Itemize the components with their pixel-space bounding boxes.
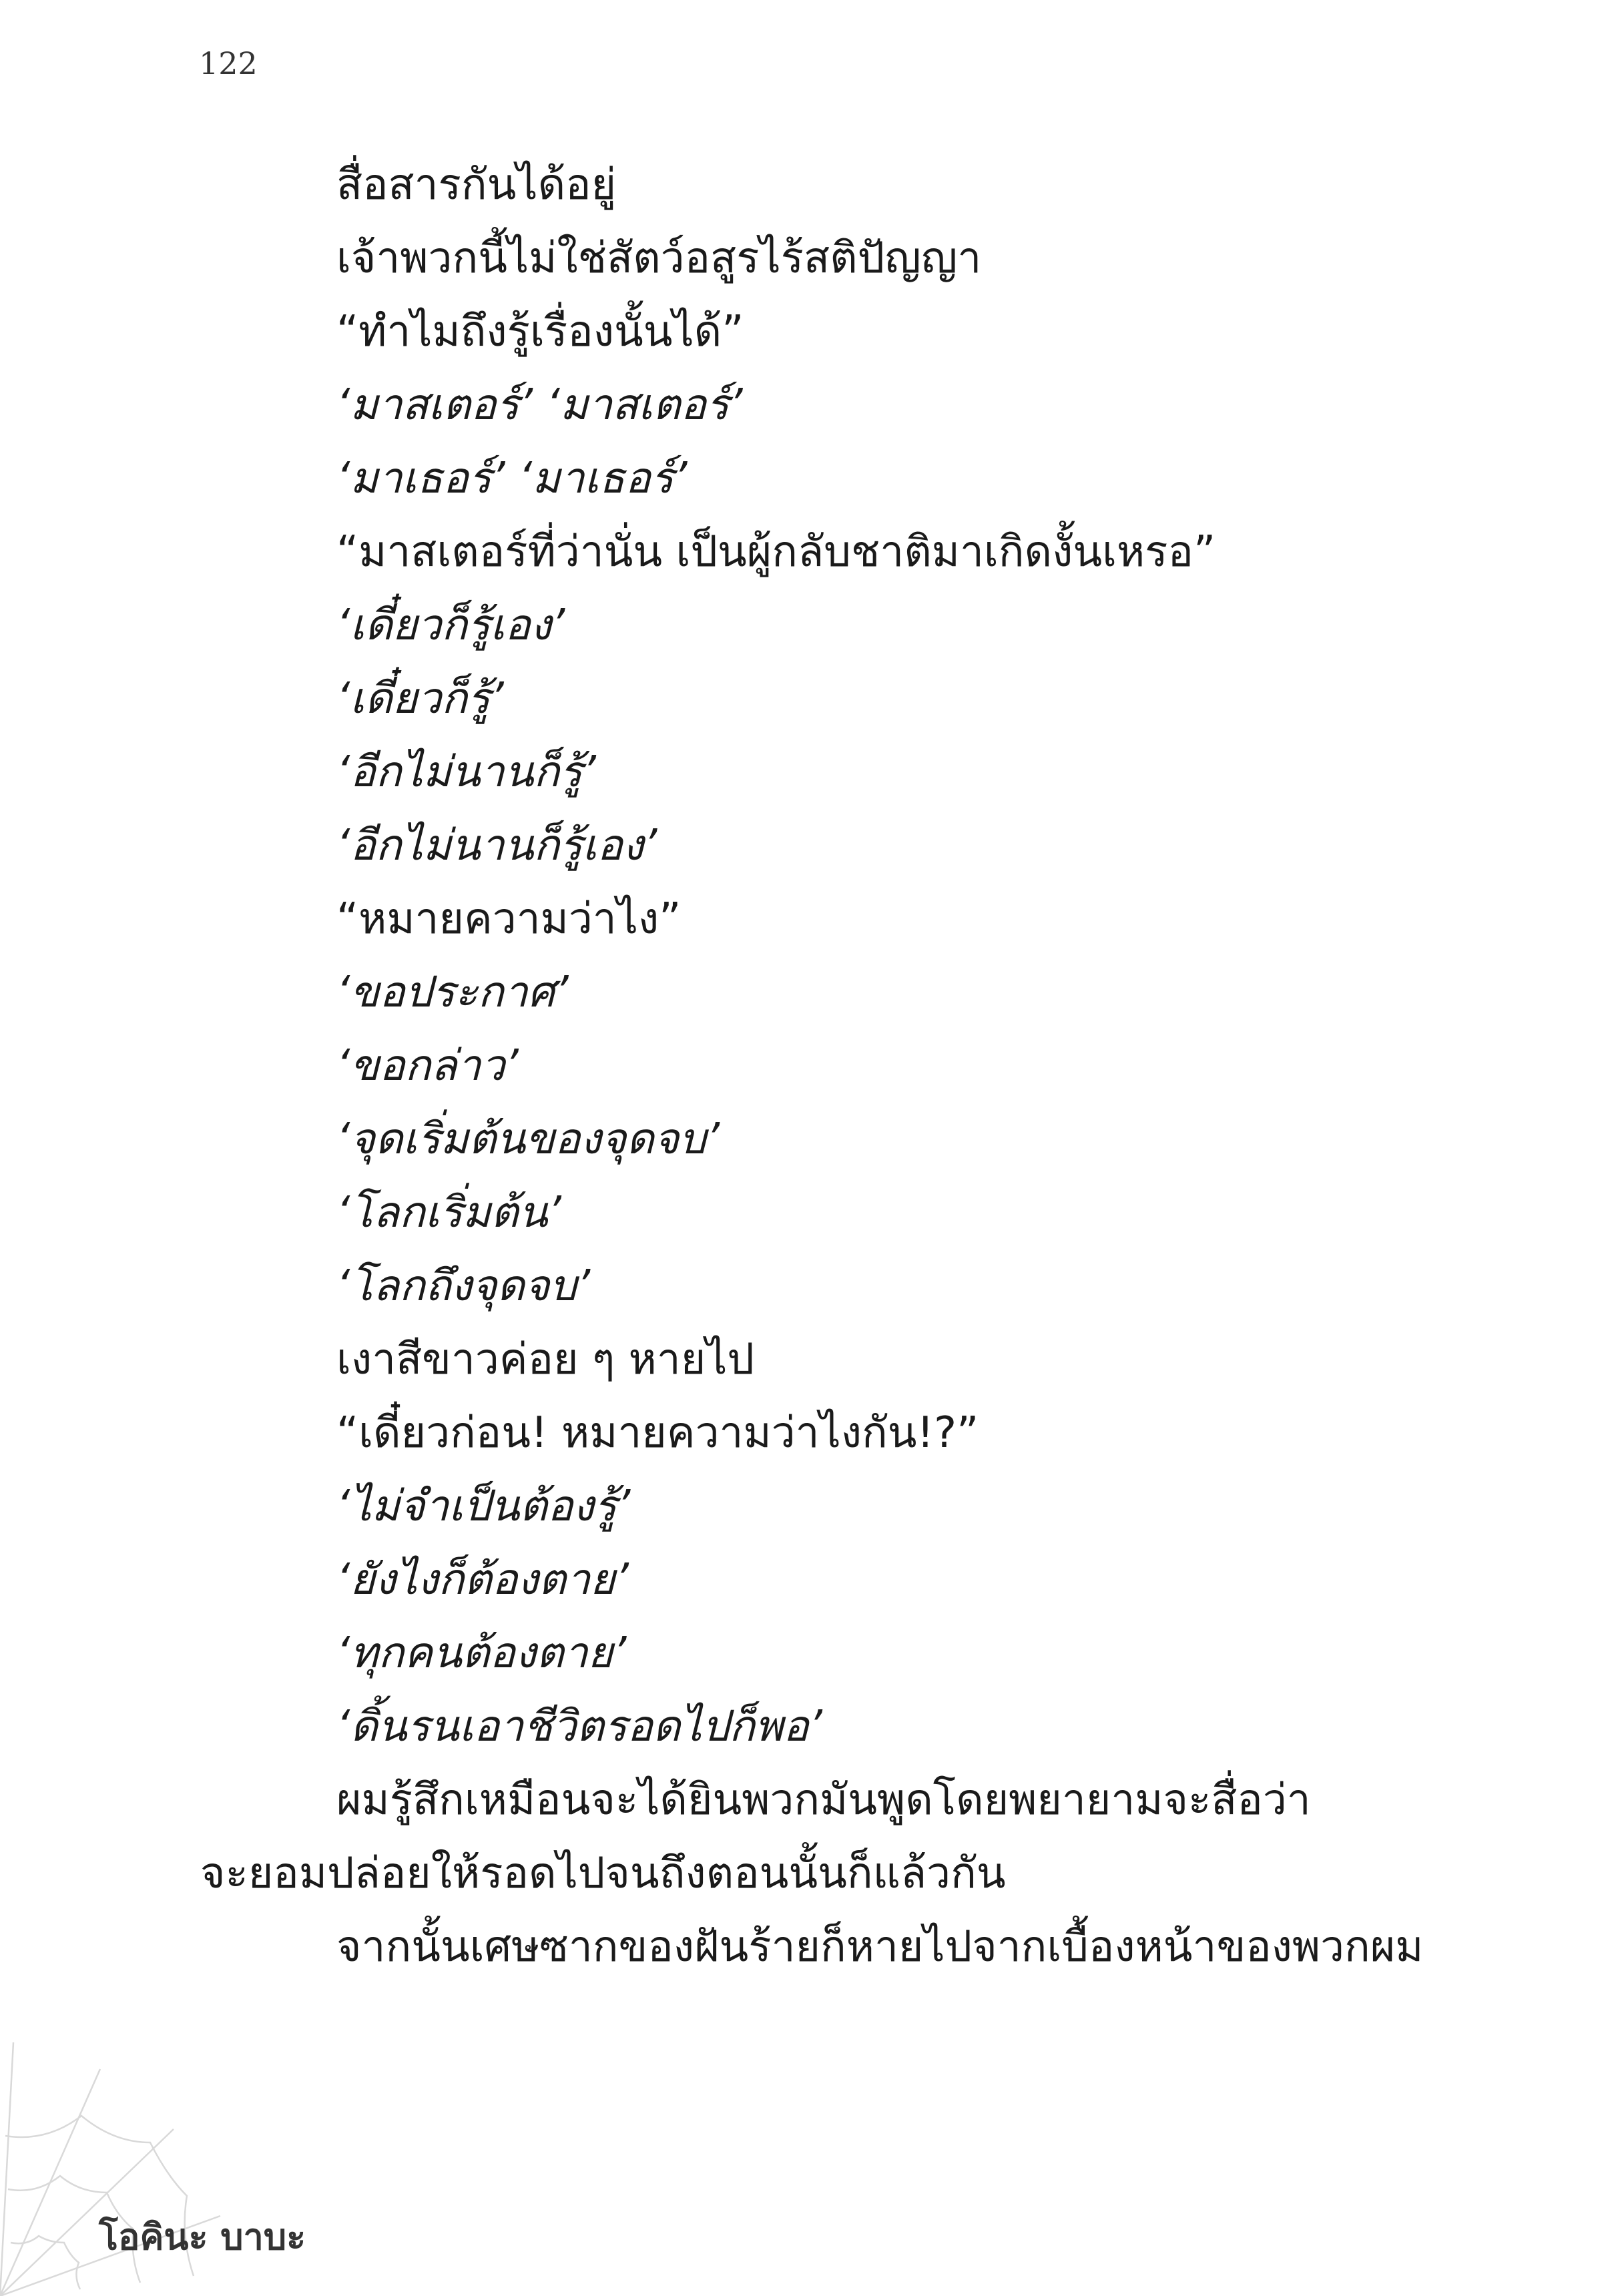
text-line: ‘อีกไม่นานก็รู้เอง’ [336, 821, 657, 870]
text-line: “หมายความว่าไง” [336, 894, 682, 944]
author-name: โอคินะ บาบะ [99, 2216, 306, 2258]
spiderweb-icon [0, 2042, 227, 2296]
text-line: ‘เดี๋ยวก็รู้’ [336, 674, 504, 724]
text-line: เจ้าพวกนี้ไม่ใช่สัตว์อสูรไร้สติปัญญา [336, 234, 982, 283]
text-line: ‘มาเธอร์’ ‘มาเธอร์’ [336, 454, 688, 503]
text-line: ‘โลกถึงจุดจบ’ [336, 1261, 591, 1311]
text-line: สื่อสารกันได้อยู่ [336, 160, 617, 210]
text-line: ‘ทุกคนต้องตาย’ [336, 1629, 627, 1678]
body-text [200, 148, 1424, 1984]
text-line: ‘โลกเริ่มต้น’ [336, 1188, 561, 1237]
text-line: ‘เดี๋ยวก็รู้เอง’ [336, 601, 565, 650]
text-line: ‘อีกไม่นานก็รู้’ [336, 748, 596, 797]
text-line: ‘มาสเตอร์’ ‘มาสเตอร์’ [336, 380, 743, 430]
text-line: “ทำไมถึงรู้เรื่องนั้นได้” [336, 307, 744, 356]
paragraph-continuation-line: จะยอมปล่อยให้รอดไปจนถึงตอนนั้นก็แล้วกัน [200, 1849, 1006, 1898]
text-line: “เดี๋ยวก่อน! หมายความว่าไงกัน!?” [336, 1408, 979, 1458]
text-line: ‘ดิ้นรนเอาชีวิตรอดไปก็พอ’ [336, 1702, 822, 1751]
text-line: ‘ขอกล่าว’ [336, 1041, 519, 1091]
text-line: ‘ไม่จำเป็นต้องรู้’ [336, 1482, 631, 1531]
text-line: ‘ขอประกาศ’ [336, 968, 569, 1017]
text-line: ‘จุดเริ่มต้นของจุดจบ’ [336, 1115, 720, 1164]
paragraph-line: จากนั้นเศษซากของฝันร้ายก็หายไปจากเบื้องหน้าของพวกผม [336, 1922, 1424, 1972]
text-line: “มาสเตอร์ที่ว่านั่น เป็นผู้กลับชาติมาเกิดงั้นเหรอ” [336, 527, 1216, 577]
paragraph-line: ผมรู้สึกเหมือนจะได้ยินพวกมันพูดโดยพยายามจะสื่อว่า [336, 1775, 1311, 1825]
text-line: ‘ยังไงก็ต้องตาย’ [336, 1555, 629, 1605]
text-line: เงาสีขาวค่อย ๆ หายไป [336, 1335, 754, 1384]
page-number: 122 [199, 45, 258, 81]
